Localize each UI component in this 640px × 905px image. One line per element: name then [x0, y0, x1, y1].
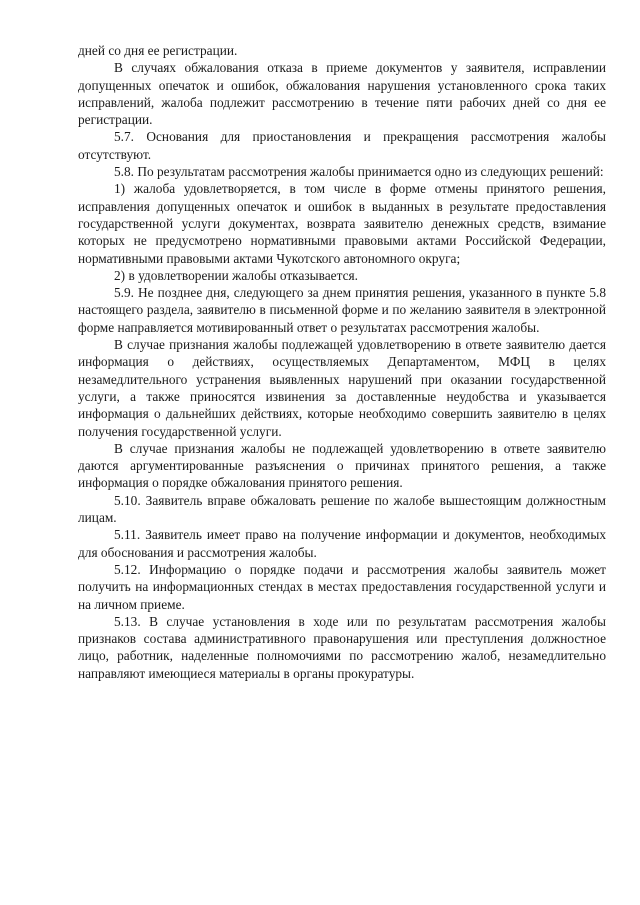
paragraph-continuation: дней со дня ее регистрации.	[78, 43, 238, 58]
paragraph-5-9: 5.9. Не позднее дня, следующего за днем принятия решения, указанного в пункте 5.8 настоящего раздела, заявителю в письменной форме и по желанию заявителя в электронной форме направляется мотивированный ответ о результатах рассмотрения жалобы.	[78, 285, 606, 335]
document-page	[78, 42, 606, 682]
paragraph-5-8-item-1: 1) жалоба удовлетворяется, в том числе в форме отмены принятого решения, исправления допущенных опечаток и ошибок в выданных в результате предоставления государственной услуги документах, возврата заявителю денежных средств, взимание которых не предусмотрено нормативными правовыми актами Российской Федерации, нормативными правовыми актами Чукотского автономного округа;	[78, 181, 606, 266]
paragraph-5-11: 5.11. Заявитель имеет право на получение информации и документов, необходимых для обоснования и рассмотрения жалобы.	[78, 527, 606, 560]
paragraph-appeal-refusal: В случаях обжалования отказа в приеме документов у заявителя, исправлении допущенных опечаток и ошибок, обжалования нарушения установленного срока таких исправлений, жалоба подлежит рассмотрению в течение пяти рабочих дней со дня ее регистрации.	[78, 60, 606, 128]
paragraph-5-9-satisfied: В случае признания жалобы подлежащей удовлетворению в ответе заявителю дается информация о действиях, осуществляемых Департаментом, МФЦ в целях незамедлительного устранения выявленных нарушений при оказании государственной услуги, а также приносятся извинения за доставленные неудобства и указывается информация о дальнейших действиях, которые необходимо совершить заявителю в целях получения государственной услуги.	[78, 337, 606, 439]
paragraph-5-13: 5.13. В случае установления в ходе или по результатам рассмотрения жалобы признаков состава административного правонарушения или преступления должностное лицо, работник, наделенные полномочиями по рассмотрению жалоб, незамедлительно направляют имеющиеся материалы в органы прокуратуры.	[78, 613, 606, 681]
paragraph-5-8-item-2: 2) в удовлетворении жалобы отказывается.	[114, 267, 358, 283]
paragraph-5-7: 5.7. Основания для приостановления и прекращения рассмотрения жалобы отсутствуют.	[78, 129, 606, 162]
paragraph-5-12: 5.12. Информацию о порядке подачи и рассмотрения жалобы заявитель может получить на информационных стендах в местах предоставления государственной услуги и на личном приеме.	[78, 561, 606, 612]
paragraph-5-10: 5.10. Заявитель вправе обжаловать решение по жалобе вышестоящим должностным лицам.	[78, 492, 606, 526]
paragraph-5-9-unsatisfied: В случае признания жалобы не подлежащей удовлетворению в ответе заявителю даются аргументированные разъяснения о причинах принятого решения, а также информация о порядке обжалования принятого решения.	[78, 440, 606, 491]
paragraph-5-8: 5.8. По результатам рассмотрения жалобы принимается одно из следующих решений:	[114, 164, 604, 180]
